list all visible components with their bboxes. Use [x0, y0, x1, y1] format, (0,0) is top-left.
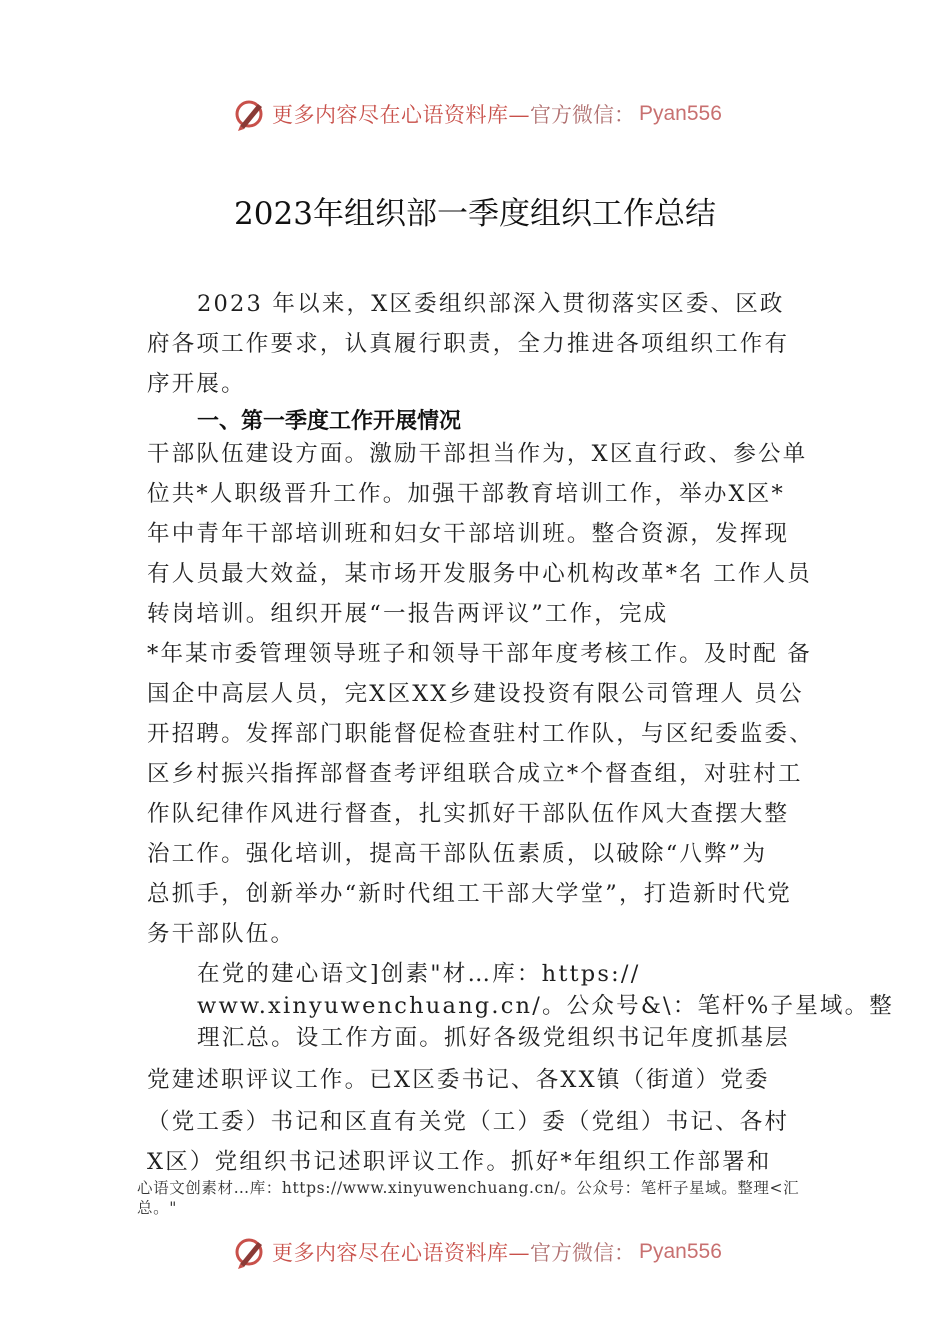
- banner-text: 更多内容尽在心语资料库—: [272, 103, 530, 127]
- footer-note-line: 总。": [137, 1199, 177, 1217]
- body-line: （党工委）书记和区直有关党（工）委（党组）书记、各村: [147, 1109, 790, 1135]
- body-line: X区）党组织书记述职评议工作。抓好*年组织工作部署和: [147, 1149, 772, 1175]
- banner-wechat-id: Pyan556: [639, 102, 722, 125]
- body-line: 在党的建心语文]创素"材…库：https://: [197, 961, 641, 987]
- body-line: 位共*人职级晋升工作。加强干部教育培训工作，举办X区*: [147, 481, 785, 507]
- body-line: 总抓手，创新举办“新时代组工干部大学堂”，打造新时代党: [147, 881, 792, 907]
- banner-wechat-label: 官方微信：: [530, 103, 635, 127]
- body-line: *年某市委管理领导班子和领导干部年度考核工作。及时配 备: [147, 641, 813, 667]
- footer-banner: [0, 1232, 950, 1272]
- body-line: 作队纪律作风进行督查，扎实抓好干部队伍作风大查摆大整: [147, 801, 790, 827]
- intro-line: 府各项工作要求，认真履行职责，全力推进各项组织工作有: [147, 331, 790, 357]
- body-line: 有人员最大效益，某市场开发服务中心机构改革*名 工作人员: [147, 561, 813, 587]
- body-line: 理汇总。设工作方面。抓好各级党组织书记年度抓基层: [197, 1025, 790, 1051]
- pen-logo-icon: [232, 1234, 268, 1270]
- body-line: 务干部队伍。: [147, 921, 296, 947]
- intro-line: 2023 年以来，X区委组织部深入贯彻落实区委、区政: [197, 291, 785, 317]
- banner-wechat-id: Pyan556: [639, 1240, 722, 1263]
- pen-logo-icon: [232, 96, 268, 132]
- body-line: 国企中高层人员，完X区XX乡建设投资有限公司管理人 员公: [147, 681, 804, 707]
- banner-wechat-label: 官方微信：: [530, 1241, 635, 1265]
- footer-note-line: 心语文创素材…库：https://www.xinyuwenchuang.cn/。公众号：笔杆子星域。整理<汇: [137, 1179, 800, 1197]
- intro-line: 序开展。: [147, 371, 246, 397]
- body-line: 转岗培训。组织开展“一报告两评议”工作，完成: [147, 601, 669, 627]
- body-line: 年中青年干部培训班和妇女干部培训班。整合资源，发挥现: [147, 521, 790, 547]
- body-line: 区乡村振兴指挥部督查考评组联合成立*个督查组，对驻村工: [147, 761, 803, 787]
- body-line: 治工作。强化培训，提高干部队伍素质，以破除“八弊”为: [147, 841, 768, 867]
- body-line: 开招聘。发挥部门职能督促检查驻村工作队，与区纪委监委、: [147, 721, 814, 747]
- header-banner: [0, 94, 950, 134]
- body-line: 干部队伍建设方面。激励干部担当作为，X区直行政、参公单: [147, 441, 808, 467]
- banner-text: 更多内容尽在心语资料库—: [272, 1241, 530, 1265]
- document-title: 2023年组织部一季度组织工作总结: [234, 196, 716, 232]
- section-heading: 一、第一季度工作开展情况: [197, 409, 462, 434]
- body-line: www.xinyuwenchuang.cn/。公众号&\：笔杆%子星域。整: [197, 993, 895, 1019]
- body-line: 党建述职评议工作。已X区委书记、各XX镇（街道）党委: [147, 1067, 770, 1093]
